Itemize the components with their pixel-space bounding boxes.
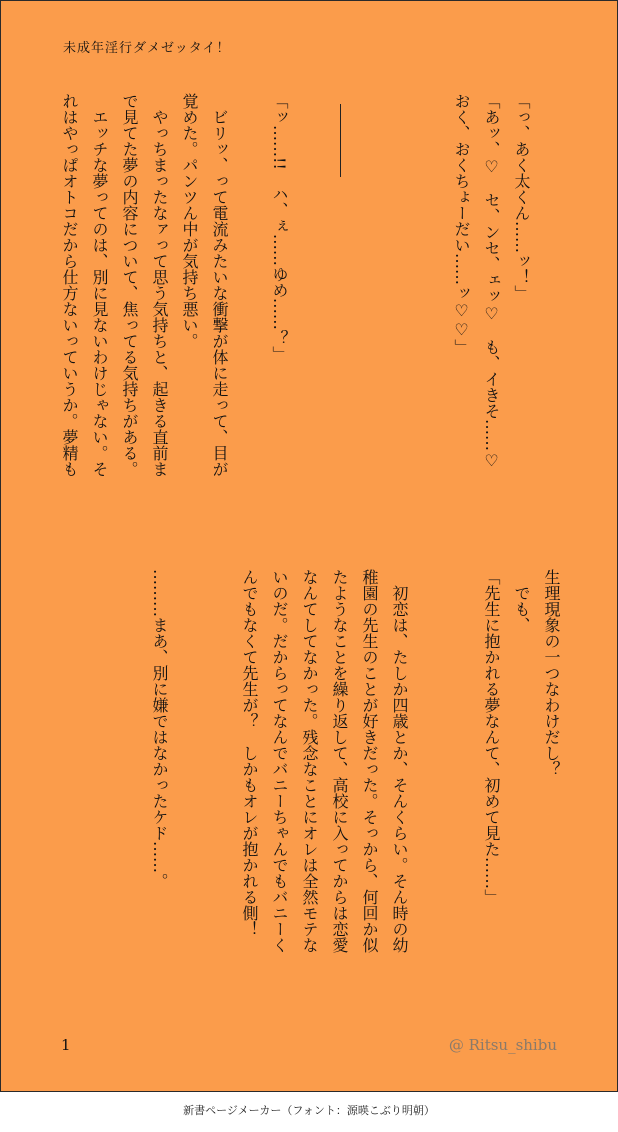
text-column-lower-4: 初恋は、たしか四歳とか、そんくらい。そん時の幼 — [390, 569, 409, 953]
text-column-lower-2: でも、 — [512, 569, 531, 633]
page-number: 1 — [61, 1036, 71, 1054]
text-column-lower-3: 「先生に抱かれる夢なんて、初めて見た……」 — [482, 569, 501, 905]
text-column-lower-8: いのだ。だからってなんでバニーちゃんでもバニーく — [270, 569, 289, 953]
author-credit: @ Ritsu_shibu — [448, 1036, 557, 1054]
text-column-lower-1: 生理現象の一つなわけだし？ — [542, 569, 561, 777]
text-column-upper-1: 「っ、あく太くん……ッ！」 — [512, 93, 531, 301]
running-head-title: 未成年淫行ダメゼッタイ！ — [63, 41, 231, 56]
scene-separator-line — [340, 104, 341, 177]
text-column-lower-10: ………まあ、別に嫌ではなかったケド……。 — [150, 569, 169, 889]
text-column-upper-3: おく、おくちょーだい……ッ♡♡」 — [452, 93, 471, 355]
text-column-upper-9: エッチな夢ってのは、別に見ないわけじゃない。そ — [90, 93, 109, 477]
text-column-upper-10: れはやっぱオトコだから仕方ないっていうか。夢精も — [60, 93, 79, 477]
generator-footer: 新書ページメーカー（フォント：源暎こぶり明朝） — [183, 1104, 435, 1117]
text-column-upper-5: ビリッ、って電流みたいな衝撃が体に走って、目が — [210, 93, 229, 477]
text-column-lower-6: たようなことを繰り返して、高校に入ってからは恋愛 — [330, 569, 349, 953]
text-column-lower-9: んでもなくて先生が？ しかもオレが抱かれる側！ — [240, 569, 259, 937]
text-column-upper-6: 覚めた。パンツん中が気持ち悪い。 — [180, 93, 199, 349]
text-column-upper-8: で見てた夢の内容について、焦ってる気持ちがある。 — [120, 93, 139, 477]
text-column-upper-7: やっちまったなァって思う気持ちと、起きる直前ま — [150, 93, 169, 477]
text-column-lower-5: 稚園の先生のことが好きだった。そっから、何回か似 — [360, 569, 379, 953]
text-column-upper-4: 「ッ……!! ハ、ぇ……ゆめ……？」 — [270, 93, 289, 362]
text-column-lower-7: なんてしてなかった。残念なことにオレは全然モテな — [300, 569, 319, 953]
text-column-upper-2: 「あッ、♡ セ、ンセ、ェッ♡ も、イきそ……♡ — [482, 93, 501, 470]
